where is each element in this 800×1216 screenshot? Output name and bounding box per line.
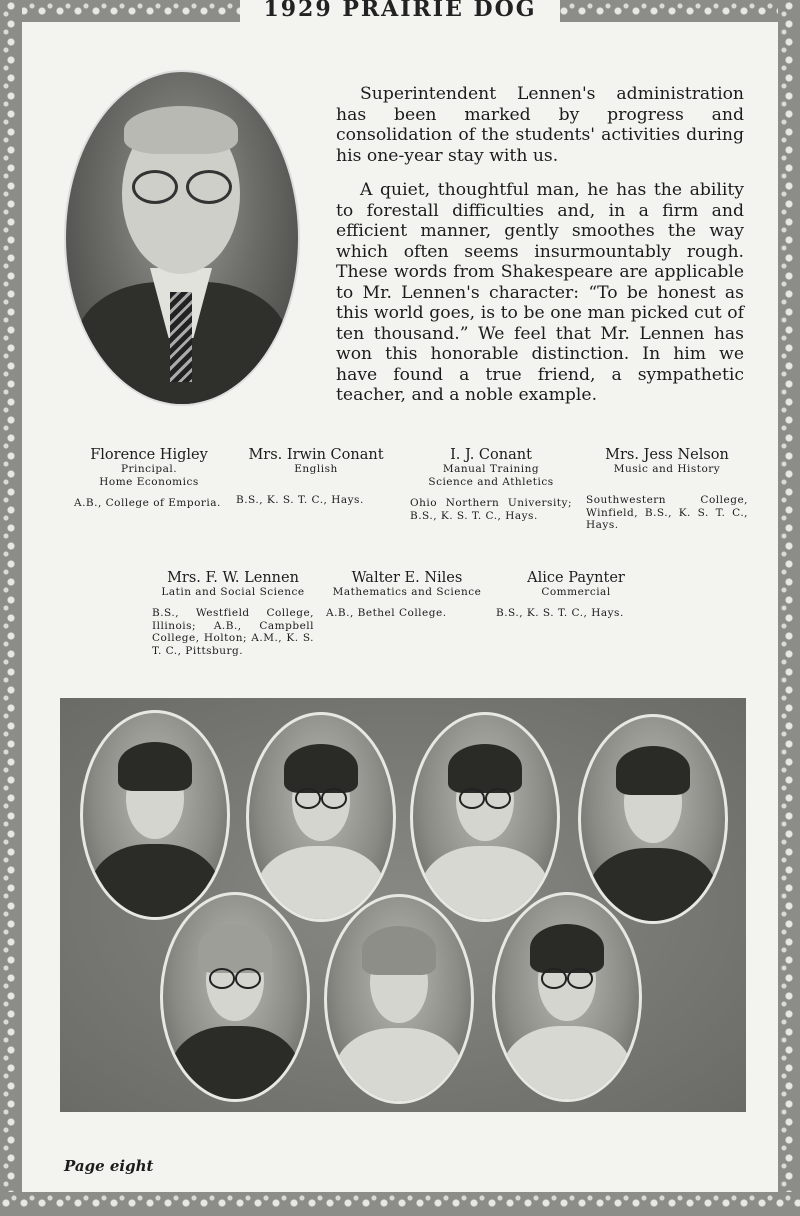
staff-subject: Music and History: [613, 463, 721, 475]
staff-subject: Mathematics and Science: [332, 586, 482, 598]
staff-entry: [74, 447, 224, 510]
staff-entry: [236, 447, 396, 507]
staff-degree: B.S., K. S. T. C., Hays.: [496, 607, 624, 619]
staff-name: Mrs. Irwin Conant: [248, 447, 384, 463]
staff-subject: Latin and Social Science: [161, 586, 305, 598]
faculty-portrait: [80, 710, 230, 920]
staff-subject: Manual Training Science and Athletics: [428, 463, 554, 488]
staff-degree: Ohio Northern University; B.S., K. S. T. C., Hays.: [410, 497, 572, 522]
staff-name: Mrs. F. W. Lennen: [167, 570, 299, 586]
staff-degree: B.S., K. S. T. C., Hays.: [236, 494, 364, 506]
staff-entry: [152, 570, 314, 657]
faculty-portrait: [492, 892, 642, 1102]
staff-name: Mrs. Jess Nelson: [605, 447, 729, 463]
staff-entry: [586, 447, 748, 532]
decorative-border-bottom: [0, 1192, 800, 1216]
staff-degree: Southwestern College, Winfield, B.S., K. S. T. C., Hays.: [586, 494, 748, 531]
decorative-border-left: [0, 0, 22, 1216]
faculty-portrait: [246, 712, 396, 922]
staff-subject: Commercial: [541, 586, 611, 598]
staff-name: I. J. Conant: [450, 447, 532, 463]
decorative-border-right: [778, 0, 800, 1216]
superintendent-portrait: [64, 70, 300, 406]
tribute-paragraph: A quiet, thoughtful man, he has the ability to forestall difficulties and, in a firm and efficient manner, gently smoothes the way which often seems insurmountably rough. These words from Shakespeare are applicable to Mr. Lennen's character: “To be honest as this world goes, is to be one man picked cut of ten thousand.” We feel that Mr. Lennen has won this honorable distinction. In him we have found a true friend, a sympathetic teacher, and a noble example.: [336, 180, 744, 405]
staff-degree: A.B., College of Emporia.: [74, 497, 221, 509]
staff-subject: Principal. Home Economics: [99, 463, 199, 488]
staff-entry: [326, 570, 488, 620]
faculty-portrait: [578, 714, 728, 924]
faculty-portrait: [324, 894, 474, 1104]
staff-name: Walter E. Niles: [351, 570, 463, 586]
staff-name: Florence Higley: [90, 447, 208, 463]
staff-entry: [496, 570, 656, 620]
tribute-paragraph: Superintendent Lennen's administration has been marked by progress and consolidation of the students' activities during his one-year stay with us.: [336, 84, 744, 166]
staff-entry: [410, 447, 572, 522]
faculty-portrait: [410, 712, 560, 922]
faculty-portrait: [160, 892, 310, 1102]
page-title: 1929 PRAIRIE DOG: [240, 0, 560, 22]
staff-degree: B.S., Westfield College, Illinois; A.B., Campbell College, Holton; A.M., K. S. T. C., Pittsburg.: [152, 607, 314, 657]
page-number: Page eight: [64, 1157, 154, 1175]
staff-name: Alice Paynter: [527, 570, 625, 586]
staff-subject: English: [294, 463, 338, 475]
staff-degree: A.B., Bethel College.: [326, 607, 447, 619]
faculty-photo-panel: [60, 698, 746, 1112]
superintendent-tribute: [336, 84, 744, 420]
